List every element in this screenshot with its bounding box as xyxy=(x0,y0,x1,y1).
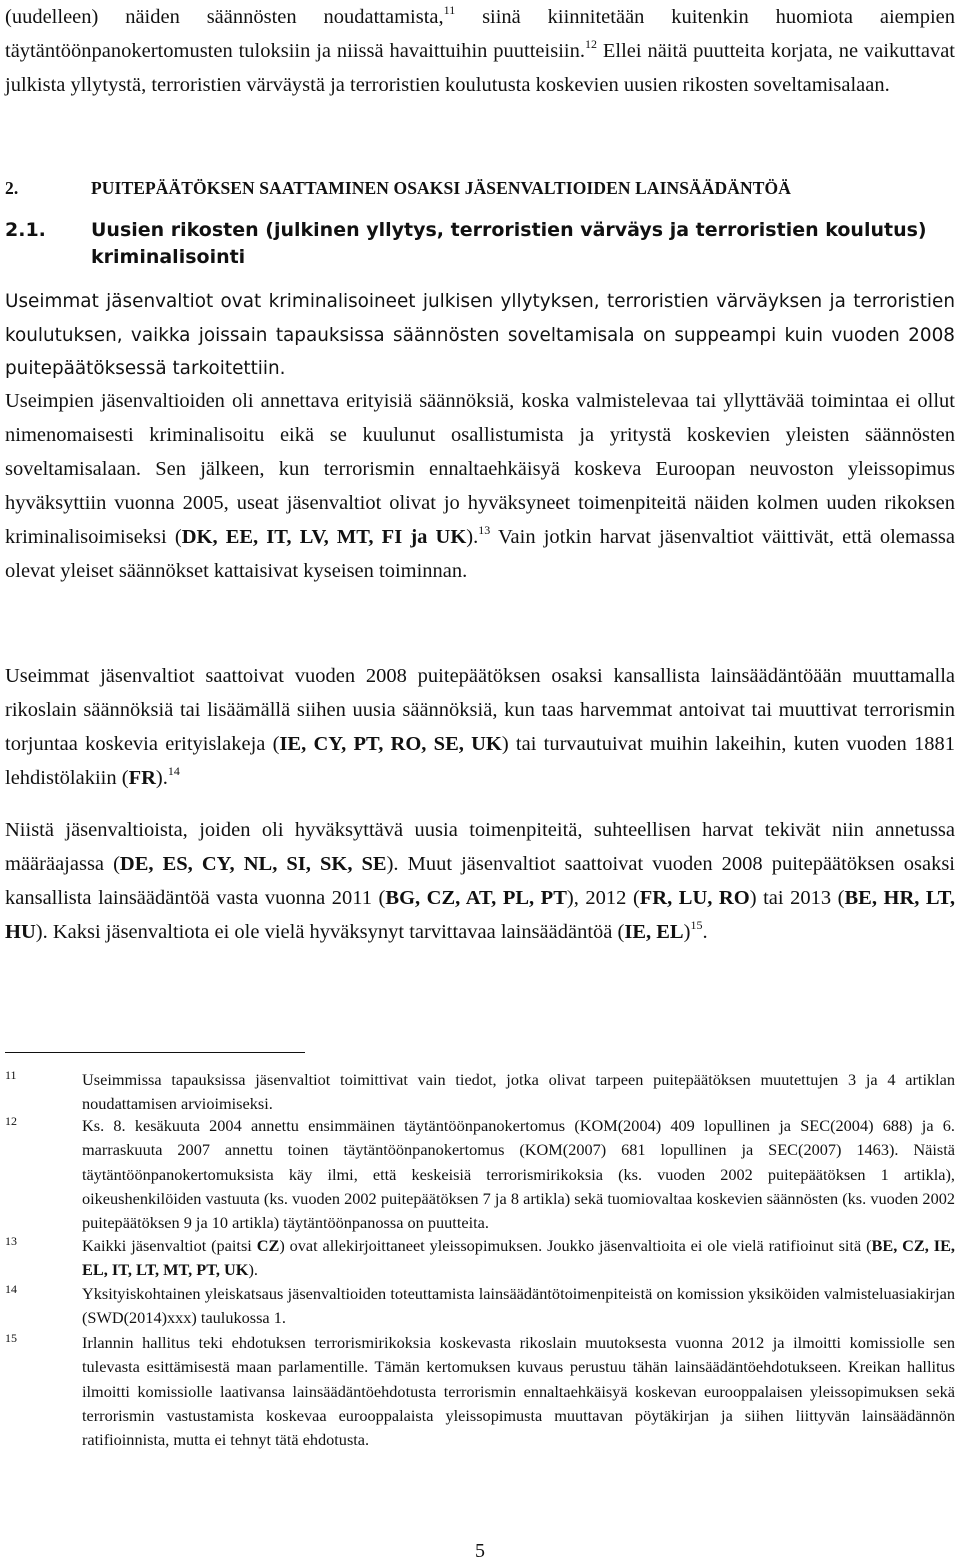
footnote-text: Yksityiskohtainen yleiskatsaus jäsenvaltioiden toteuttamista lainsäädäntötoimenpiteistä on komission yksiköiden valmisteluasiakirjan (SWD(2014)xxx) taulukossa 1. xyxy=(82,1284,955,1328)
paragraph-2-text-c: Vain jotkin harvat jäsenvaltiot väittivät, että olemassa olevat yleiset säännökset kattaisivat kyseisen toiminnan. xyxy=(5,526,956,582)
intro-text-2: siinä kiinnitetään kuitenkin huomiota aiempien täytäntöönpanokertomusten tuloksiin ja niissä havaittuihin puutteisiin. xyxy=(5,6,955,62)
footnote-text xyxy=(82,1234,955,1283)
intro-text-1: (uudelleen) näiden säännösten noudattamista, xyxy=(5,6,444,28)
country-code-uk: UK xyxy=(435,526,467,548)
country-codes: CZ xyxy=(256,1236,280,1255)
country-codes: BG, CZ, AT, PL, PT xyxy=(385,887,567,909)
paragraph-1 xyxy=(5,285,955,386)
footnote-13-text-c: ). xyxy=(248,1260,258,1280)
paragraph-4 xyxy=(5,813,955,949)
country-codes: BE, HR, LT, HU xyxy=(5,887,955,943)
footnote-14 xyxy=(5,1282,955,1331)
section-number: 2. xyxy=(5,178,19,198)
section-title: PUITEPÄÄTÖKSEN SAATTAMINEN OSAKSI JÄSENVALTIOIDEN LAINSÄÄDÄNTÖÄ xyxy=(91,178,791,198)
paragraph-3-text-b: ) tai turvautuivat muihin lakeihin, kuten vuoden 1881 lehdistölakiin ( xyxy=(5,733,955,789)
paragraph-4-text-b: ). Muut jäsenvaltiot saattoivat vuoden 2008 puitepäätöksen osaksi kansallista lainsäädäntöä vasta vuonna 2011 ( xyxy=(5,853,955,909)
footnote-text: Ks. 8. kesäkuuta 2004 annettu ensimmäinen täytäntöönpanokertomus (KOM(2004) 409 lopullinen ja SEC(2004) 688) ja 6. marraskuuta 2007 annettu toinen täytäntöönpanokertomus (KOM(2007) 681 lopullinen ja SEC(2007) 1463). Näistä täytäntöönpanokertomuksista käy ilmi, että keskeisiä terrorismirikoksia (ks. vuoden 2002 puitepäätöksen 1 artikla), oikeushenkilöiden vastuuta (ks. vuoden 2002 puitepäätöksen 7 ja 8 artikla) sekä tuomiovaltaa koskevien säännösten (ks. vuoden 2002 puitepäätöksen 9 ja 10 artikla) täytäntöönpanossa on puutteita. xyxy=(82,1116,955,1233)
page-number: 5 xyxy=(475,1540,485,1562)
footnote-ref-13[interactable]: 13 xyxy=(478,523,491,537)
paragraph-1-text: Useimmat jäsenvaltiot ovat kriminalisoineet julkisen yllytyksen, terroristien värväyksen ja terroristien koulutuksen, vaikka joissain tapauksissa säännösten soveltamisala on suppeampi kuin vuoden 2008 puitepäätöksessä tarkoitettiin. xyxy=(5,291,955,379)
footnote-text: Irlannin hallitus teki ehdotuksen terrorismirikoksia koskevasta rikoslain muutoksesta vuonna 2012 ja ilmoitti komissiolle sen tulevasta esittämisestä maan parlamentille. Tämän kertomuksen kuvaus perustuu tähän lainsäädäntöehdotukseen. Kreikan hallitus ilmoitti komissiolle laativansa lainsäädäntöehdotusta terrorismin ennaltaehkäisyä koskevan eurooppalaisen yleissopimuksen sekä terrorismin vastustamista koskevaa eurooppalaista yleissopimusta muuttavan pöytäkirjan ja siihen liittyvän lainsäädännön ratifioinnista, mutta ei tehnyt tätä ehdotusta. xyxy=(82,1333,955,1450)
footnote-11 xyxy=(5,1068,955,1117)
subsection-number: 2.1. xyxy=(5,219,46,241)
paragraph-3-text-a: Useimmat jäsenvaltiot saattoivat vuoden 2008 puitepäätöksen osaksi kansallista lainsäädäntöään muuttamalla rikoslain säännöksiä tai lisäämällä siihen uusia säännöksiä, kun taas harvemmat antoivat tai muuttivat terrorismin torjuntaa koskevia erityislakeja ( xyxy=(5,665,955,755)
paragraph-4-text-g: . xyxy=(702,921,708,943)
country-codes: IE, EL xyxy=(624,921,684,943)
intro-text-3: Ellei näitä puutteita korjata, ne vaikuttavat julkista yllytystä, terroristien värväystä ja terroristien koulutusta koskevien uusien rikosten soveltamisalaan. xyxy=(5,40,956,96)
paragraph-4-text-a: Niistä jäsenvaltioista, joiden oli hyväksyttävä uusia toimenpiteitä, suhteellisen harvat tekivät niin annetussa määräajassa ( xyxy=(5,819,955,875)
paragraph-3-text-c: ). xyxy=(155,767,168,789)
subsection-title: Uusien rikosten (julkinen yllytys, terroristien värväys ja terroristien koulutus) kriminalisointi xyxy=(91,219,927,268)
paragraph-3 xyxy=(5,659,955,795)
paragraph-4-text-d: ) tai 2013 ( xyxy=(749,887,845,909)
footnote-ref-15[interactable]: 15 xyxy=(690,918,703,932)
country-codes-ja: ja xyxy=(402,526,436,548)
footnote-12 xyxy=(5,1114,955,1235)
footnote-ref-12[interactable]: 12 xyxy=(584,37,597,51)
intro-paragraph xyxy=(5,0,955,102)
footnote-number: 13 xyxy=(5,1234,17,1248)
paragraph-4-text-c: ), 2012 ( xyxy=(566,887,640,909)
footnote-text: Useimmissa tapauksissa jäsenvaltiot toimittivat vain tiedot, jotka olivat tarpeen puitepäätöksen muutettujen 3 ja 4 artiklan noudattamisen arvioimiseksi. xyxy=(82,1070,955,1114)
country-codes: FR xyxy=(128,767,156,789)
section-heading xyxy=(5,176,955,200)
paragraph-4-text-e: ). Kaksi jäsenvaltiota ei ole vielä hyväksynyt tarvittavaa lainsäädäntöä ( xyxy=(35,921,625,943)
footnote-number: 11 xyxy=(5,1068,17,1082)
footnote-number: 14 xyxy=(5,1282,17,1296)
subsection-heading xyxy=(5,217,955,271)
paragraph-2-text-a: Useimpien jäsenvaltioiden oli annettava erityisiä säännöksiä, koska valmistelevaa tai yllyttävää toimintaa ei ollut nimenomaisesti kriminalisoitu eikä se kuulunut osallistumista ja yritystä koskevien yleisten säännösten soveltamisalaan. Sen jälkeen, kun terrorismin ennaltaehkäisyä koskeva Euroopan neuvoston yleissopimus hyväksyttiin vuonna 2005, useat jäsenvaltiot olivat jo hyväksyneet toimenpiteitä näiden kolmen uuden rikoksen kriminalisoimiseksi ( xyxy=(5,390,955,548)
country-codes: BE, CZ, IE, EL, IT, LT, MT, PT, UK xyxy=(82,1236,956,1280)
country-codes: DE, ES, CY, NL, SI, SK, SE xyxy=(119,853,387,875)
footnote-number: 12 xyxy=(5,1114,17,1128)
country-codes: IE, CY, PT, RO, SE, UK xyxy=(279,733,502,755)
footnote-separator xyxy=(5,1052,305,1053)
footnote-13 xyxy=(5,1234,955,1283)
footnote-13-text-a: Kaikki jäsenvaltiot (paitsi xyxy=(82,1236,257,1255)
country-codes: FR, LU, RO xyxy=(639,887,750,909)
footnote-15 xyxy=(5,1331,955,1452)
footnote-ref-11[interactable]: 11 xyxy=(443,3,456,17)
paragraph-2 xyxy=(5,384,955,588)
footnote-13-text-b: ) ovat allekirjoittaneet yleissopimuksen. Joukko jäsenvaltioita ei ole vielä ratifioinut sitä ( xyxy=(279,1236,872,1255)
footnote-number: 15 xyxy=(5,1331,17,1345)
paragraph-4-text-f: ) xyxy=(683,921,691,943)
footnote-ref-14[interactable]: 14 xyxy=(167,764,180,778)
paragraph-2-text-b: ). xyxy=(466,526,479,548)
country-codes: DK, EE, IT, LV, MT, FI xyxy=(181,526,403,548)
